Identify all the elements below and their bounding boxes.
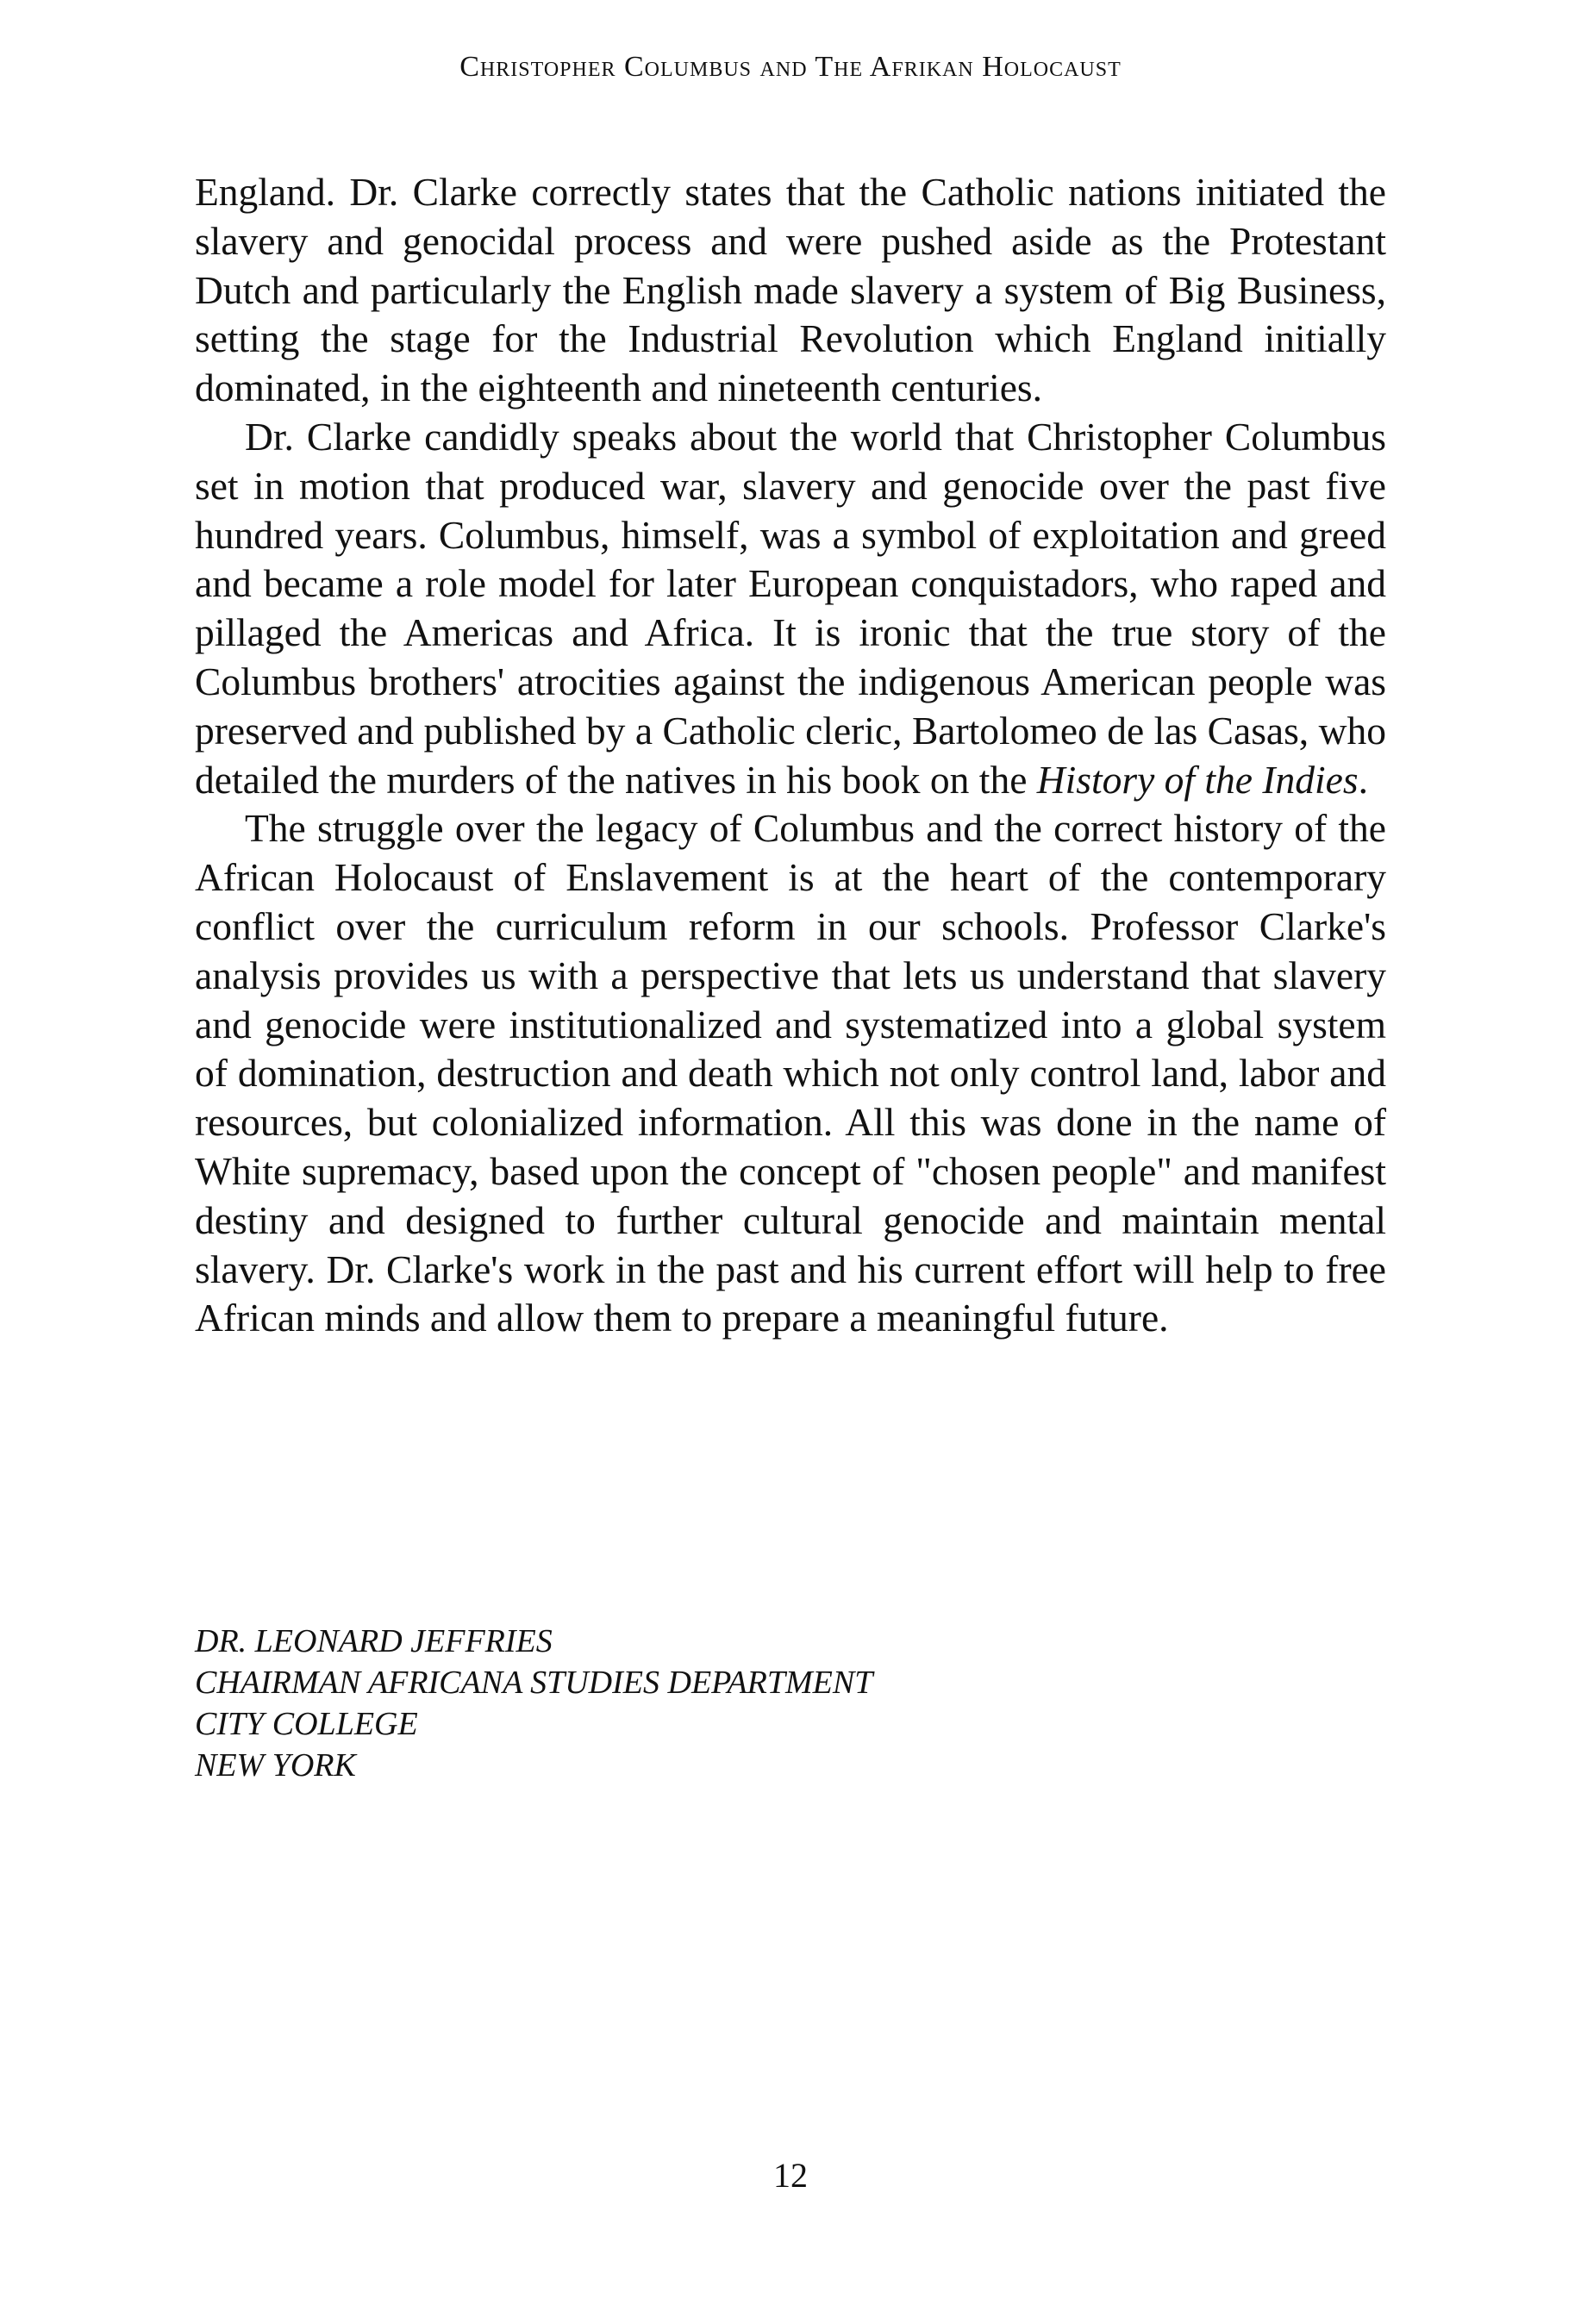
- paragraph-3: The struggle over the legacy of Columbus and the correct history of the African Holocaust of Enslavement is at the heart of the contemporary conflict over the curriculum reform in our schools. Professor Clarke's analysis provides us with a perspective that lets us understand that slavery and genocide were institutionalized and systematized into a global system of domination, destruction and death which not only control land, labor and resources, but colonialized information. All this was done in the name of White supremacy, based upon the concept of "chosen people" and manifest destiny and designed to further cultural genocide and maintain mental slavery. Dr. Clarke's work in the past and his current effort will help to free African minds and allow them to prepare a meaningful future.: [195, 806, 1386, 1340]
- signature-institution: CITY COLLEGE: [195, 1706, 418, 1742]
- paragraph-2: [195, 413, 1386, 804]
- body-text: [195, 168, 1386, 1343]
- signature-location: NEW YORK: [195, 1747, 356, 1784]
- paragraph-1: England. Dr. Clarke correctly states that the Catholic nations initiated the slavery and genocidal process and were pushed aside as the Protestant Dutch and particularly the English made slavery a system of Big Business, setting the stage for the Industrial Revolution which England initially dominated, in the eighteenth and nineteenth centuries.: [195, 170, 1386, 410]
- signature-title: CHAIRMAN AFRICANA STUDIES DEPARTMENT: [195, 1665, 873, 1701]
- paragraph-2-end: .: [1358, 757, 1368, 802]
- signature-name: DR. LEONARD JEFFRIES: [195, 1623, 553, 1659]
- running-head: Christopher Columbus and The Afrikan Holocaust: [459, 51, 1122, 83]
- book-title: History of the Indies: [1036, 757, 1359, 802]
- signature-block: [195, 1621, 872, 1786]
- paragraph-2-text: Dr. Clarke candidly speaks about the world that Christopher Columbus set in motion that produced war, slavery and genocide over the past five hundred years. Columbus, himself, was a symbol of exploitation and greed and became a role model for later European conquistadors, who raped and pillaged the Americas and Africa. It is ironic that the true story of the Columbus brothers' atrocities against the indigenous American people was preserved and published by a Catholic cleric, Bartolomeo de las Casas, who detailed the murders of the natives in his book on the: [195, 414, 1386, 802]
- page-number: 12: [773, 2156, 808, 2195]
